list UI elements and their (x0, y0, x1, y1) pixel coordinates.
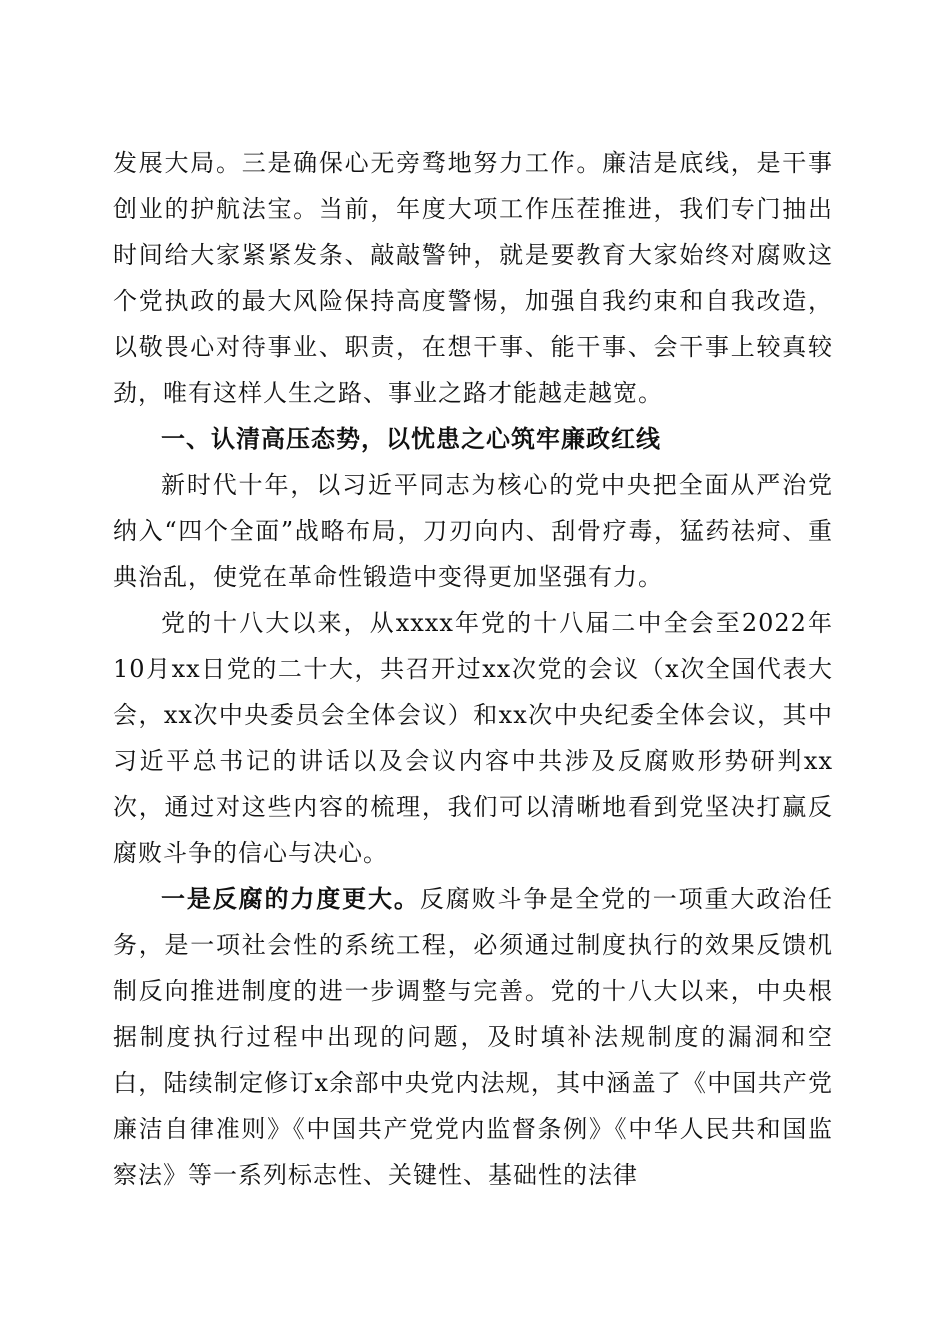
document-body (113, 140, 833, 1198)
paragraph-body: 反腐败斗争是全党的一项重大政治任务，是一项社会性的系统工程，必须通过制度执行的效果反馈机制反向推进制度的进一步调整与完善。党的十八大以来，中央根据制度执行过程中出现的问题，及时填补法规制度的漏洞和空白，陆续制定修订x余部中央党内法规，其中涵盖了《中国共产党廉洁自律准则》《中国共产党党内监督条例》《中华人民共和国监察法》等一系列标志性、关键性、基础性的法律 (113, 885, 834, 1189)
paragraph-anti-corruption (113, 876, 833, 1198)
paragraph-lead: 一是反腐的力度更大。 (161, 884, 420, 913)
paragraph-new-era: 新时代十年，以习近平同志为核心的党中央把全面从严治党纳入“四个全面”战略布局，刀刃向内、刮骨疗毒，猛药祛疴、重典治乱，使党在革命性锻造中变得更加坚强有力。 (113, 471, 833, 591)
section-heading: 一、认清高压态势，以忧患之心筑牢廉政红线 (161, 425, 661, 453)
paragraph-continuation: 发展大局。三是确保心无旁骛地努力工作。廉洁是底线，是干事创业的护航法宝。当前，年度大项工作压茬推进，我们专门抽出时间给大家紧紧发条、敲敲警钟，就是要教育大家始终对腐败这个党执政的最大风险保持高度警惕，加强自我约束和自我改造，以敬畏心对待事业、职责，在想干事、能干事、会干事上较真较劲，唯有这样人生之路、事业之路才能越走越宽。 (113, 149, 833, 407)
paragraph-meetings: 党的十八大以来，从xxxx年党的十八届二中全会至2022年10月xx日党的二十大，共召开过xx次党的会议（x次全国代表大会，xx次中央委员会全体会议）和xx次中央纪委全体会议，其中习近平总书记的讲话以及会议内容中共涉及反腐败形势研判xx次，通过对这些内容的梳理，我们可以清晰地看到党坚决打赢反腐败斗争的信心与决心。 (113, 609, 833, 867)
